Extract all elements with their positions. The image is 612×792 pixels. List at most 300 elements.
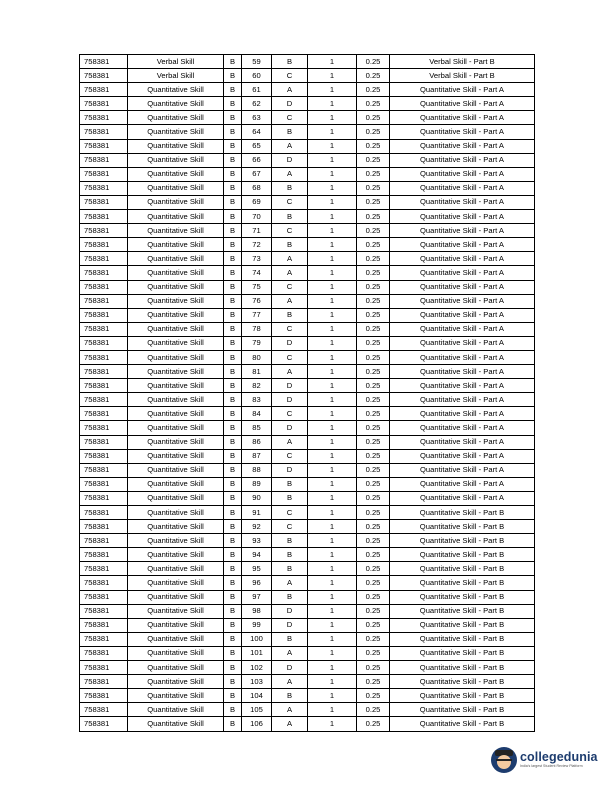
section-cell: Quantitative Skill - Part B [390, 604, 535, 618]
table-row [80, 632, 535, 646]
subject-cell: Quantitative Skill [128, 562, 224, 576]
table-row [80, 463, 535, 477]
subject-cell: Quantitative Skill [128, 520, 224, 534]
set-cell: B [224, 365, 242, 379]
negative-marks-cell: 0.25 [357, 506, 390, 520]
test-code-cell: 758381 [80, 661, 128, 675]
table-row [80, 661, 535, 675]
table-row [80, 534, 535, 548]
table-row [80, 308, 535, 322]
marks-cell: 1 [308, 421, 357, 435]
negative-marks-cell: 0.25 [357, 111, 390, 125]
test-code-cell: 758381 [80, 238, 128, 252]
section-cell: Quantitative Skill - Part B [390, 675, 535, 689]
negative-marks-cell: 0.25 [357, 379, 390, 393]
question-number-cell: 104 [242, 689, 272, 703]
question-number-cell: 96 [242, 576, 272, 590]
table-row [80, 83, 535, 97]
marks-cell: 1 [308, 350, 357, 364]
set-cell: B [224, 618, 242, 632]
table-row [80, 449, 535, 463]
answer-cell: B [272, 632, 308, 646]
marks-cell: 1 [308, 308, 357, 322]
section-cell: Quantitative Skill - Part A [390, 280, 535, 294]
subject-cell: Quantitative Skill [128, 83, 224, 97]
test-code-cell: 758381 [80, 548, 128, 562]
collegedunia-brand [491, 744, 598, 776]
marks-cell: 1 [308, 167, 357, 181]
table-row [80, 97, 535, 111]
negative-marks-cell: 0.25 [357, 97, 390, 111]
question-number-cell: 87 [242, 449, 272, 463]
section-cell: Quantitative Skill - Part A [390, 322, 535, 336]
answer-cell: C [272, 520, 308, 534]
set-cell: B [224, 336, 242, 350]
table-row [80, 703, 535, 717]
marks-cell: 1 [308, 181, 357, 195]
set-cell: B [224, 83, 242, 97]
section-cell: Quantitative Skill - Part A [390, 210, 535, 224]
question-number-cell: 86 [242, 435, 272, 449]
set-cell: B [224, 125, 242, 139]
set-cell: B [224, 646, 242, 660]
set-cell: B [224, 167, 242, 181]
marks-cell: 1 [308, 280, 357, 294]
section-cell: Quantitative Skill - Part A [390, 252, 535, 266]
section-cell: Quantitative Skill - Part A [390, 449, 535, 463]
section-cell: Quantitative Skill - Part B [390, 618, 535, 632]
test-code-cell: 758381 [80, 393, 128, 407]
section-cell: Quantitative Skill - Part B [390, 661, 535, 675]
answer-cell: D [272, 463, 308, 477]
section-cell: Quantitative Skill - Part B [390, 632, 535, 646]
set-cell: B [224, 238, 242, 252]
question-number-cell: 94 [242, 548, 272, 562]
set-cell: B [224, 153, 242, 167]
section-cell: Quantitative Skill - Part B [390, 506, 535, 520]
question-number-cell: 93 [242, 534, 272, 548]
question-number-cell: 75 [242, 280, 272, 294]
section-cell: Quantitative Skill - Part A [390, 393, 535, 407]
table-row [80, 393, 535, 407]
marks-cell: 1 [308, 224, 357, 238]
section-cell: Quantitative Skill - Part A [390, 491, 535, 505]
set-cell: B [224, 421, 242, 435]
marks-cell: 1 [308, 618, 357, 632]
set-cell: B [224, 604, 242, 618]
marks-cell: 1 [308, 69, 357, 83]
table-row [80, 294, 535, 308]
question-number-cell: 98 [242, 604, 272, 618]
marks-cell: 1 [308, 125, 357, 139]
subject-cell: Quantitative Skill [128, 111, 224, 125]
answer-cell: C [272, 407, 308, 421]
negative-marks-cell: 0.25 [357, 153, 390, 167]
question-number-cell: 62 [242, 97, 272, 111]
answer-cell: B [272, 562, 308, 576]
table-row [80, 477, 535, 491]
answer-cell: B [272, 238, 308, 252]
answer-cell: C [272, 224, 308, 238]
question-number-cell: 105 [242, 703, 272, 717]
subject-cell: Quantitative Skill [128, 195, 224, 209]
table-row [80, 407, 535, 421]
test-code-cell: 758381 [80, 167, 128, 181]
negative-marks-cell: 0.25 [357, 491, 390, 505]
test-code-cell: 758381 [80, 379, 128, 393]
answer-cell: B [272, 125, 308, 139]
answer-cell: B [272, 491, 308, 505]
subject-cell: Quantitative Skill [128, 336, 224, 350]
negative-marks-cell: 0.25 [357, 463, 390, 477]
negative-marks-cell: 0.25 [357, 590, 390, 604]
marks-cell: 1 [308, 491, 357, 505]
subject-cell: Quantitative Skill [128, 308, 224, 322]
set-cell: B [224, 717, 242, 731]
subject-cell: Quantitative Skill [128, 379, 224, 393]
section-cell: Verbal Skill - Part B [390, 69, 535, 83]
marks-cell: 1 [308, 449, 357, 463]
subject-cell: Quantitative Skill [128, 646, 224, 660]
test-code-cell: 758381 [80, 111, 128, 125]
question-number-cell: 65 [242, 139, 272, 153]
test-code-cell: 758381 [80, 83, 128, 97]
question-number-cell: 74 [242, 266, 272, 280]
question-number-cell: 101 [242, 646, 272, 660]
marks-cell: 1 [308, 252, 357, 266]
question-number-cell: 70 [242, 210, 272, 224]
negative-marks-cell: 0.25 [357, 407, 390, 421]
question-number-cell: 99 [242, 618, 272, 632]
table-row [80, 238, 535, 252]
negative-marks-cell: 0.25 [357, 238, 390, 252]
marks-cell: 1 [308, 379, 357, 393]
subject-cell: Quantitative Skill [128, 661, 224, 675]
answer-cell: A [272, 646, 308, 660]
answer-cell: D [272, 153, 308, 167]
question-number-cell: 91 [242, 506, 272, 520]
test-code-cell: 758381 [80, 55, 128, 69]
section-cell: Quantitative Skill - Part A [390, 294, 535, 308]
table-row [80, 491, 535, 505]
negative-marks-cell: 0.25 [357, 534, 390, 548]
negative-marks-cell: 0.25 [357, 83, 390, 97]
question-number-cell: 67 [242, 167, 272, 181]
subject-cell: Quantitative Skill [128, 618, 224, 632]
answer-cell: D [272, 336, 308, 350]
section-cell: Quantitative Skill - Part A [390, 350, 535, 364]
set-cell: B [224, 506, 242, 520]
test-code-cell: 758381 [80, 266, 128, 280]
subject-cell: Quantitative Skill [128, 153, 224, 167]
student-mascot-icon [491, 747, 517, 773]
marks-cell: 1 [308, 689, 357, 703]
test-code-cell: 758381 [80, 576, 128, 590]
subject-cell: Quantitative Skill [128, 224, 224, 238]
answer-cell: D [272, 618, 308, 632]
answer-cell: D [272, 421, 308, 435]
answer-cell: C [272, 506, 308, 520]
subject-cell: Quantitative Skill [128, 322, 224, 336]
subject-cell: Quantitative Skill [128, 449, 224, 463]
negative-marks-cell: 0.25 [357, 477, 390, 491]
answer-cell: A [272, 139, 308, 153]
set-cell: B [224, 435, 242, 449]
question-number-cell: 80 [242, 350, 272, 364]
table-row [80, 520, 535, 534]
negative-marks-cell: 0.25 [357, 266, 390, 280]
brand-text [520, 751, 598, 769]
section-cell: Quantitative Skill - Part A [390, 477, 535, 491]
subject-cell: Quantitative Skill [128, 632, 224, 646]
marks-cell: 1 [308, 238, 357, 252]
set-cell: B [224, 308, 242, 322]
section-cell: Quantitative Skill - Part A [390, 224, 535, 238]
subject-cell: Verbal Skill [128, 69, 224, 83]
marks-cell: 1 [308, 111, 357, 125]
marks-cell: 1 [308, 365, 357, 379]
set-cell: B [224, 111, 242, 125]
question-number-cell: 82 [242, 379, 272, 393]
marks-cell: 1 [308, 336, 357, 350]
subject-cell: Quantitative Skill [128, 717, 224, 731]
subject-cell: Quantitative Skill [128, 125, 224, 139]
subject-cell: Verbal Skill [128, 55, 224, 69]
set-cell: B [224, 322, 242, 336]
marks-cell: 1 [308, 562, 357, 576]
test-code-cell: 758381 [80, 153, 128, 167]
negative-marks-cell: 0.25 [357, 252, 390, 266]
answer-cell: D [272, 604, 308, 618]
negative-marks-cell: 0.25 [357, 210, 390, 224]
marks-cell: 1 [308, 717, 357, 731]
marks-cell: 1 [308, 703, 357, 717]
test-code-cell: 758381 [80, 195, 128, 209]
question-number-cell: 92 [242, 520, 272, 534]
answer-cell: B [272, 534, 308, 548]
section-cell: Quantitative Skill - Part A [390, 463, 535, 477]
set-cell: B [224, 252, 242, 266]
subject-cell: Quantitative Skill [128, 689, 224, 703]
set-cell: B [224, 393, 242, 407]
question-number-cell: 79 [242, 336, 272, 350]
subject-cell: Quantitative Skill [128, 548, 224, 562]
table-row [80, 252, 535, 266]
subject-cell: Quantitative Skill [128, 703, 224, 717]
table-row [80, 111, 535, 125]
question-number-cell: 77 [242, 308, 272, 322]
question-number-cell: 73 [242, 252, 272, 266]
section-cell: Quantitative Skill - Part A [390, 266, 535, 280]
answer-cell: A [272, 703, 308, 717]
negative-marks-cell: 0.25 [357, 393, 390, 407]
test-code-cell: 758381 [80, 463, 128, 477]
set-cell: B [224, 449, 242, 463]
subject-cell: Quantitative Skill [128, 393, 224, 407]
set-cell: B [224, 97, 242, 111]
table-row [80, 210, 535, 224]
test-code-cell: 758381 [80, 506, 128, 520]
section-cell: Quantitative Skill - Part B [390, 717, 535, 731]
section-cell: Quantitative Skill - Part A [390, 195, 535, 209]
table-row [80, 69, 535, 83]
answer-cell: A [272, 435, 308, 449]
section-cell: Quantitative Skill - Part A [390, 308, 535, 322]
answer-cell: B [272, 477, 308, 491]
test-code-cell: 758381 [80, 703, 128, 717]
question-number-cell: 95 [242, 562, 272, 576]
section-cell: Quantitative Skill - Part B [390, 689, 535, 703]
table-row [80, 139, 535, 153]
subject-cell: Quantitative Skill [128, 534, 224, 548]
answer-cell: B [272, 308, 308, 322]
test-code-cell: 758381 [80, 449, 128, 463]
negative-marks-cell: 0.25 [357, 562, 390, 576]
brand-tagline: India's largest Student Review Platform [520, 764, 583, 768]
set-cell: B [224, 280, 242, 294]
negative-marks-cell: 0.25 [357, 689, 390, 703]
negative-marks-cell: 0.25 [357, 632, 390, 646]
question-number-cell: 83 [242, 393, 272, 407]
table-row [80, 506, 535, 520]
table-row [80, 336, 535, 350]
subject-cell: Quantitative Skill [128, 350, 224, 364]
table-row [80, 689, 535, 703]
subject-cell: Quantitative Skill [128, 139, 224, 153]
subject-cell: Quantitative Skill [128, 181, 224, 195]
section-cell: Quantitative Skill - Part B [390, 646, 535, 660]
set-cell: B [224, 139, 242, 153]
answer-cell: B [272, 210, 308, 224]
marks-cell: 1 [308, 477, 357, 491]
table-row [80, 195, 535, 209]
answer-cell: A [272, 717, 308, 731]
table-row [80, 590, 535, 604]
test-code-cell: 758381 [80, 689, 128, 703]
marks-cell: 1 [308, 153, 357, 167]
table-row [80, 604, 535, 618]
test-code-cell: 758381 [80, 97, 128, 111]
table-row [80, 153, 535, 167]
marks-cell: 1 [308, 294, 357, 308]
question-number-cell: 69 [242, 195, 272, 209]
question-number-cell: 90 [242, 491, 272, 505]
test-code-cell: 758381 [80, 491, 128, 505]
subject-cell: Quantitative Skill [128, 421, 224, 435]
answer-cell: A [272, 252, 308, 266]
set-cell: B [224, 463, 242, 477]
test-code-cell: 758381 [80, 717, 128, 731]
answer-cell: C [272, 69, 308, 83]
section-cell: Quantitative Skill - Part A [390, 435, 535, 449]
set-cell: B [224, 224, 242, 238]
test-code-cell: 758381 [80, 365, 128, 379]
section-cell: Quantitative Skill - Part B [390, 576, 535, 590]
section-cell: Quantitative Skill - Part A [390, 83, 535, 97]
marks-cell: 1 [308, 632, 357, 646]
table-row [80, 280, 535, 294]
test-code-cell: 758381 [80, 69, 128, 83]
section-cell: Quantitative Skill - Part A [390, 139, 535, 153]
marks-cell: 1 [308, 435, 357, 449]
test-code-cell: 758381 [80, 632, 128, 646]
negative-marks-cell: 0.25 [357, 139, 390, 153]
answer-cell: A [272, 576, 308, 590]
section-cell: Quantitative Skill - Part B [390, 548, 535, 562]
question-number-cell: 68 [242, 181, 272, 195]
negative-marks-cell: 0.25 [357, 618, 390, 632]
negative-marks-cell: 0.25 [357, 69, 390, 83]
set-cell: B [224, 689, 242, 703]
marks-cell: 1 [308, 463, 357, 477]
table-row [80, 125, 535, 139]
test-code-cell: 758381 [80, 224, 128, 238]
marks-cell: 1 [308, 590, 357, 604]
test-code-cell: 758381 [80, 477, 128, 491]
marks-cell: 1 [308, 97, 357, 111]
subject-cell: Quantitative Skill [128, 590, 224, 604]
brand-name: collegedunia [520, 750, 598, 764]
set-cell: B [224, 55, 242, 69]
subject-cell: Quantitative Skill [128, 477, 224, 491]
negative-marks-cell: 0.25 [357, 167, 390, 181]
test-code-cell: 758381 [80, 125, 128, 139]
test-code-cell: 758381 [80, 435, 128, 449]
section-cell: Quantitative Skill - Part A [390, 181, 535, 195]
negative-marks-cell: 0.25 [357, 224, 390, 238]
set-cell: B [224, 661, 242, 675]
answer-cell: C [272, 449, 308, 463]
marks-cell: 1 [308, 604, 357, 618]
set-cell: B [224, 294, 242, 308]
negative-marks-cell: 0.25 [357, 336, 390, 350]
marks-cell: 1 [308, 520, 357, 534]
table-row [80, 576, 535, 590]
table-row [80, 266, 535, 280]
section-cell: Quantitative Skill - Part A [390, 238, 535, 252]
test-code-cell: 758381 [80, 520, 128, 534]
set-cell: B [224, 703, 242, 717]
test-code-cell: 758381 [80, 421, 128, 435]
negative-marks-cell: 0.25 [357, 55, 390, 69]
subject-cell: Quantitative Skill [128, 280, 224, 294]
table-row [80, 181, 535, 195]
section-cell: Quantitative Skill - Part B [390, 520, 535, 534]
section-cell: Quantitative Skill - Part A [390, 153, 535, 167]
test-code-cell: 758381 [80, 407, 128, 421]
set-cell: B [224, 210, 242, 224]
table-row [80, 421, 535, 435]
answer-cell: D [272, 97, 308, 111]
subject-cell: Quantitative Skill [128, 491, 224, 505]
negative-marks-cell: 0.25 [357, 125, 390, 139]
question-number-cell: 76 [242, 294, 272, 308]
set-cell: B [224, 520, 242, 534]
answer-cell: A [272, 83, 308, 97]
section-cell: Quantitative Skill - Part B [390, 703, 535, 717]
subject-cell: Quantitative Skill [128, 365, 224, 379]
subject-cell: Quantitative Skill [128, 294, 224, 308]
question-number-cell: 85 [242, 421, 272, 435]
subject-cell: Quantitative Skill [128, 435, 224, 449]
question-number-cell: 97 [242, 590, 272, 604]
marks-cell: 1 [308, 407, 357, 421]
subject-cell: Quantitative Skill [128, 210, 224, 224]
question-number-cell: 61 [242, 83, 272, 97]
test-code-cell: 758381 [80, 210, 128, 224]
section-cell: Quantitative Skill - Part A [390, 379, 535, 393]
test-code-cell: 758381 [80, 252, 128, 266]
